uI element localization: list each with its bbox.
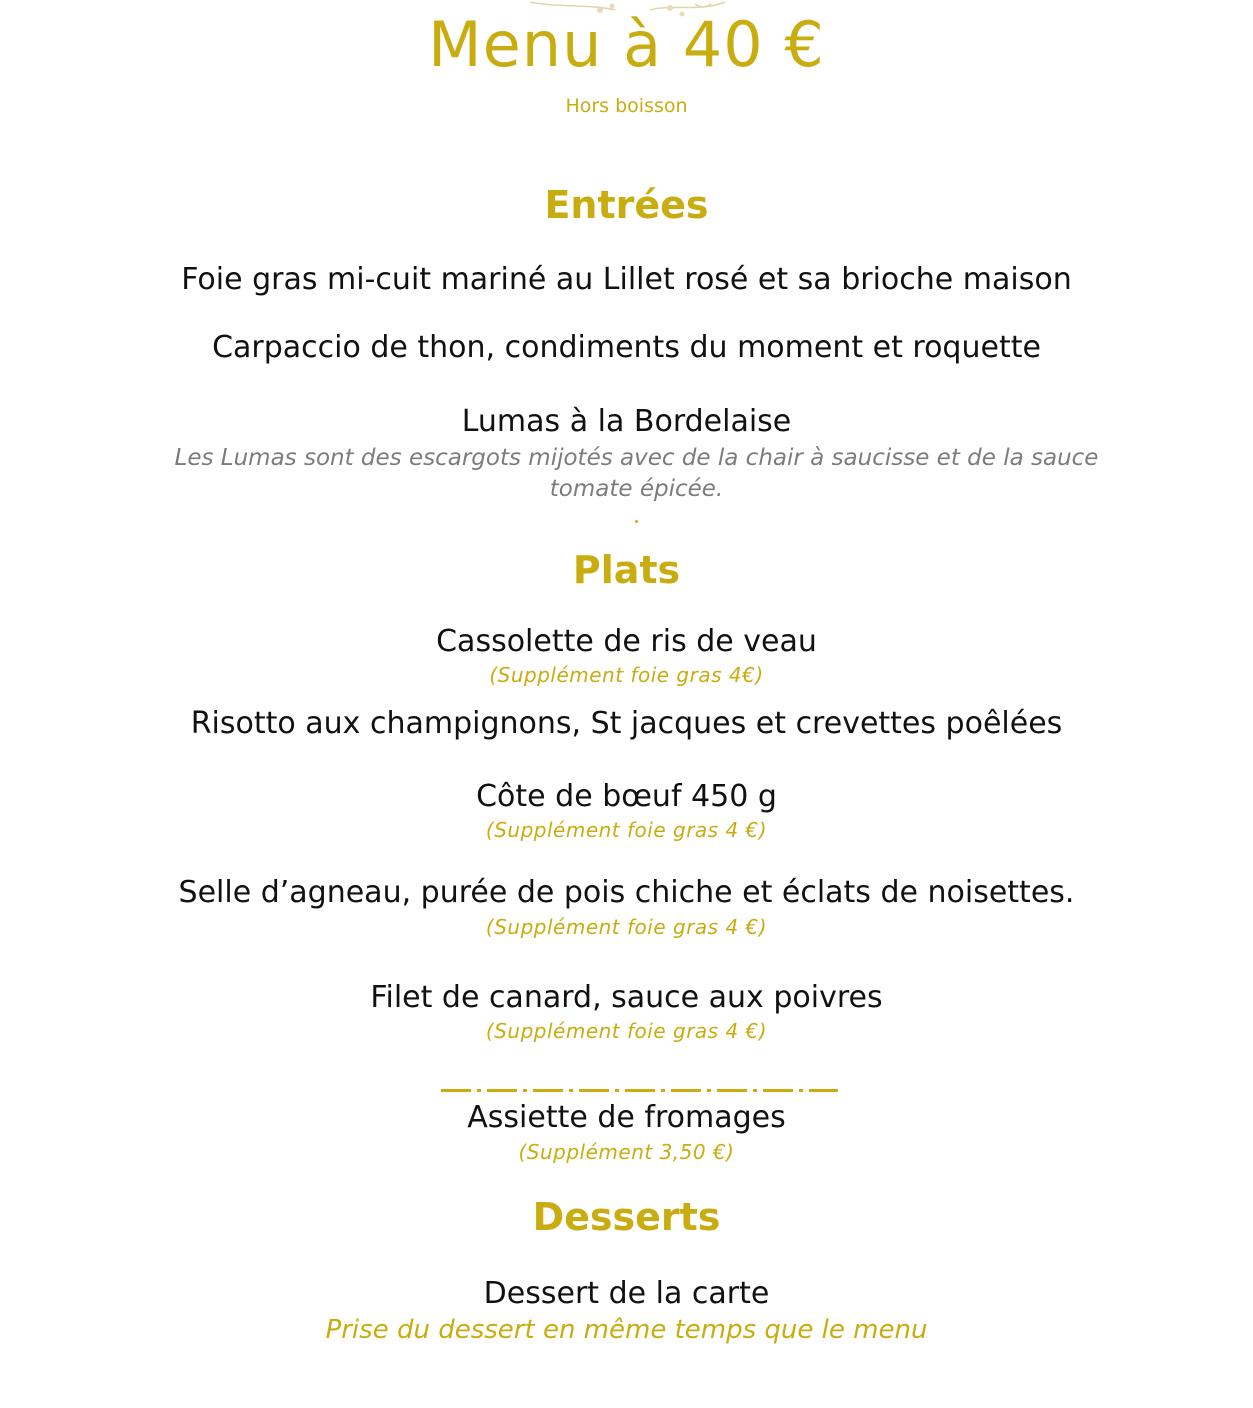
dish-name: Carpaccio de thon, condiments du moment et roquette	[212, 330, 1041, 365]
section-heading-desserts: Desserts	[532, 1195, 721, 1239]
dish-name: Cassolette de ris de veau	[436, 624, 817, 659]
dish-name: Dessert de la carte	[483, 1276, 770, 1311]
menu-subtitle: Hors boisson	[565, 95, 688, 117]
section-heading-entrees: Entrées	[544, 183, 709, 227]
dashed-divider	[441, 1088, 838, 1093]
section-heading-plats: Plats	[572, 548, 681, 592]
dish-supplement: (Supplément 3,50 €)	[518, 1140, 735, 1164]
dish-name: Filet de canard, sauce aux poivres	[370, 980, 883, 1015]
dessert-note: Prise du dessert en même temps que le menu	[325, 1315, 928, 1345]
dish-name: Assiette de fromages	[467, 1100, 786, 1135]
dish-name: Lumas à la Bordelaise	[461, 404, 792, 439]
menu-title: Menu à 40 €	[428, 8, 825, 81]
dish-name: Foie gras mi-cuit mariné au Lillet rosé et sa brioche maison	[181, 262, 1072, 297]
dish-supplement: (Supplément foie gras 4 €)	[485, 818, 768, 842]
dish-supplement: (Supplément foie gras 4€)	[489, 663, 764, 687]
separator-dot	[635, 520, 638, 523]
dish-name: Côte de bœuf 450 g	[476, 779, 777, 814]
dish-supplement: (Supplément foie gras 4 €)	[485, 915, 768, 939]
dish-name: Selle d’agneau, purée de pois chiche et éclats de noisettes.	[178, 875, 1075, 910]
dish-supplement: (Supplément foie gras 4 €)	[485, 1019, 768, 1043]
dish-name: Risotto aux champignons, St jacques et crevettes poêlées	[190, 706, 1063, 741]
dish-description: Les Lumas sont des escargots mijotés avec de la chair à saucisse et de la sauce tomate épicée.	[174, 445, 1099, 502]
